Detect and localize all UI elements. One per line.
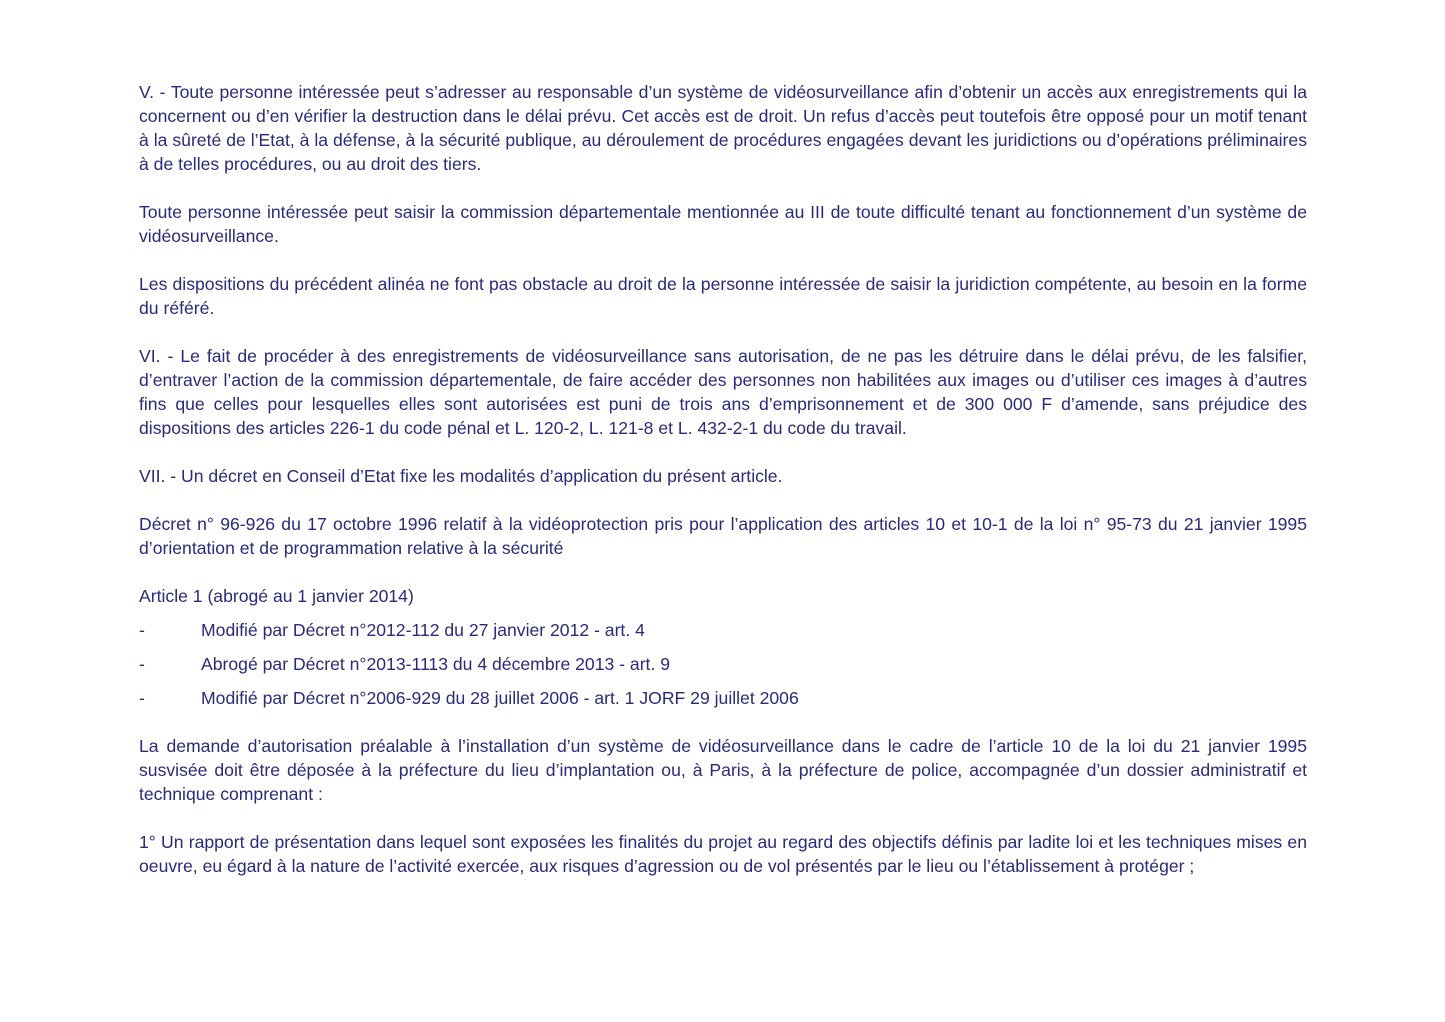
list-item-text: Modifié par Décret n°2006-929 du 28 juillet 2006 - art. 1 JORF 29 juillet 2006 [201, 688, 799, 708]
paragraph-decree-title: Décret n° 96-926 du 17 octobre 1996 relatif à la vidéoprotection pris pour l’application des articles 10 et 10-1 de la loi n° 95-73 du 21 janvier 1995 d’orientation et de programmation relative à la sécurité [139, 514, 1307, 558]
paragraph-authorization-request: La demande d’autorisation préalable à l’installation d’un système de vidéosurveillance dans le cadre de l’article 10 de la loi du 21 janvier 1995 susvisée doit être déposée à la préfecture du lieu d’implantation ou, à Paris, à la préfecture de police, accompagnée d’un dossier administratif et technique comprenant : [139, 736, 1307, 804]
article-heading: Article 1 (abrogé au 1 janvier 2014) [139, 586, 414, 606]
paragraph-jurisdiction: Les dispositions du précédent alinéa ne font pas obstacle au droit de la personne intéressée de saisir la juridiction compétente, au besoin en la forme du référé. [139, 274, 1307, 318]
document-page [139, 80, 1307, 902]
amendment-list [139, 618, 1307, 710]
list-item-text: Abrogé par Décret n°2013-1113 du 4 décembre 2013 - art. 9 [201, 654, 670, 674]
list-bullet: - [139, 620, 145, 640]
list-item-text: Modifié par Décret n°2012-112 du 27 janvier 2012 - art. 4 [201, 620, 645, 640]
list-bullet: - [139, 688, 145, 708]
list-bullet: - [139, 654, 145, 674]
paragraph-penalties: VI. - Le fait de procéder à des enregistrements de vidéosurveillance sans autorisation, de ne pas les détruire dans le délai prévu, de les falsifier, d’entraver l’action de la commission départementale, de faire accéder des personnes non habilitées aux images ou d’utiliser ces images à d’autres fins que celles pour lesquelles elles sont autorisées est puni de trois ans d’emprisonnement et de 300 000 F d’amende, sans préjudice des dispositions des articles 226-1 du code pénal et L. 120-2, L. 121-8 et L. 432-2-1 du code du travail. [139, 346, 1307, 438]
list-item [139, 652, 1307, 676]
list-item [139, 618, 1307, 642]
paragraph-decree-application: VII. - Un décret en Conseil d’Etat fixe les modalités d’application du présent article. [139, 466, 783, 486]
list-item [139, 686, 1307, 710]
paragraph-access-rights: V. - Toute personne intéressée peut s’adresser au responsable d’un système de vidéosurveillance afin d’obtenir un accès aux enregistrements qui la concernent ou d’en vérifier la destruction dans le délai prévu. Cet accès est de droit. Un refus d’accès peut toutefois être opposé pour un motif tenant à la sûreté de l’Etat, à la défense, à la sécurité publique, au déroulement de procédures engagées devant les juridictions ou d’opérations préliminaires à de telles procédures, ou au droit des tiers. [139, 82, 1307, 174]
paragraph-commission-referral: Toute personne intéressée peut saisir la commission départementale mentionnée au III de toute difficulté tenant au fonctionnement d’un système de vidéosurveillance. [139, 202, 1307, 246]
paragraph-presentation-report: 1° Un rapport de présentation dans lequel sont exposées les finalités du projet au regard des objectifs définis par ladite loi et les techniques mises en oeuvre, eu égard à la nature de l’activité exercée, aux risques d’agression ou de vol présentés par le lieu ou l’établissement à protéger ; [139, 832, 1307, 876]
